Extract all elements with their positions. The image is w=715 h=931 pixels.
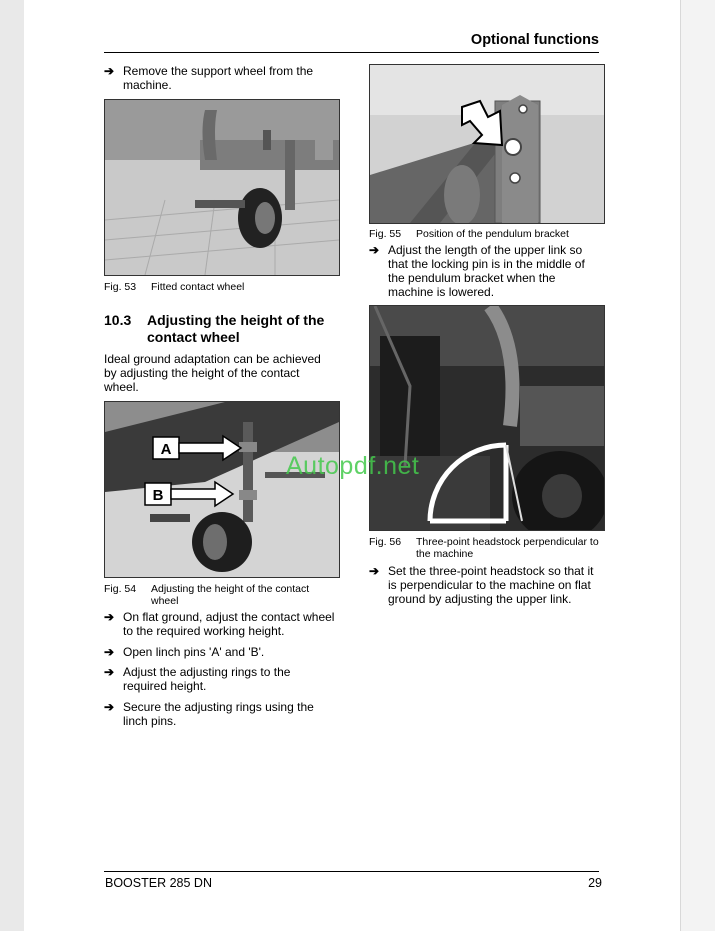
viewer-scroll-area[interactable] bbox=[680, 0, 715, 931]
figure-53-contact-wheel-photo bbox=[104, 99, 340, 276]
arrow-bullet-icon: ➔ bbox=[369, 564, 380, 578]
arrow-bullet-icon: ➔ bbox=[369, 243, 380, 257]
arrow-bullet-icon: ➔ bbox=[104, 665, 115, 679]
arrow-bullet-icon: ➔ bbox=[104, 610, 115, 624]
arrow-bullet-icon: ➔ bbox=[104, 64, 115, 78]
arrow-bullet-icon: ➔ bbox=[104, 700, 115, 714]
footer-model: BOOSTER 285 DN bbox=[105, 876, 212, 890]
figure-54-adjusting-height-photo bbox=[104, 401, 340, 578]
arrow-bullet-icon: ➔ bbox=[104, 645, 115, 659]
header-rule bbox=[104, 52, 599, 53]
footer-rule bbox=[104, 871, 599, 872]
page-header-title: Optional functions bbox=[470, 32, 599, 48]
label-a-marker: A bbox=[160, 441, 172, 458]
figure-55-pendulum-bracket-photo bbox=[369, 64, 605, 224]
page-number: 29 bbox=[588, 876, 602, 890]
section-intro-text: Ideal ground adaptation can be achieved by adjusting the height of the contact wheel. bbox=[104, 352, 321, 394]
watermark-text: Autopdf.net bbox=[286, 452, 420, 480]
figure-56-three-point-headstock-photo bbox=[369, 305, 605, 531]
label-b-marker: B bbox=[152, 487, 164, 504]
